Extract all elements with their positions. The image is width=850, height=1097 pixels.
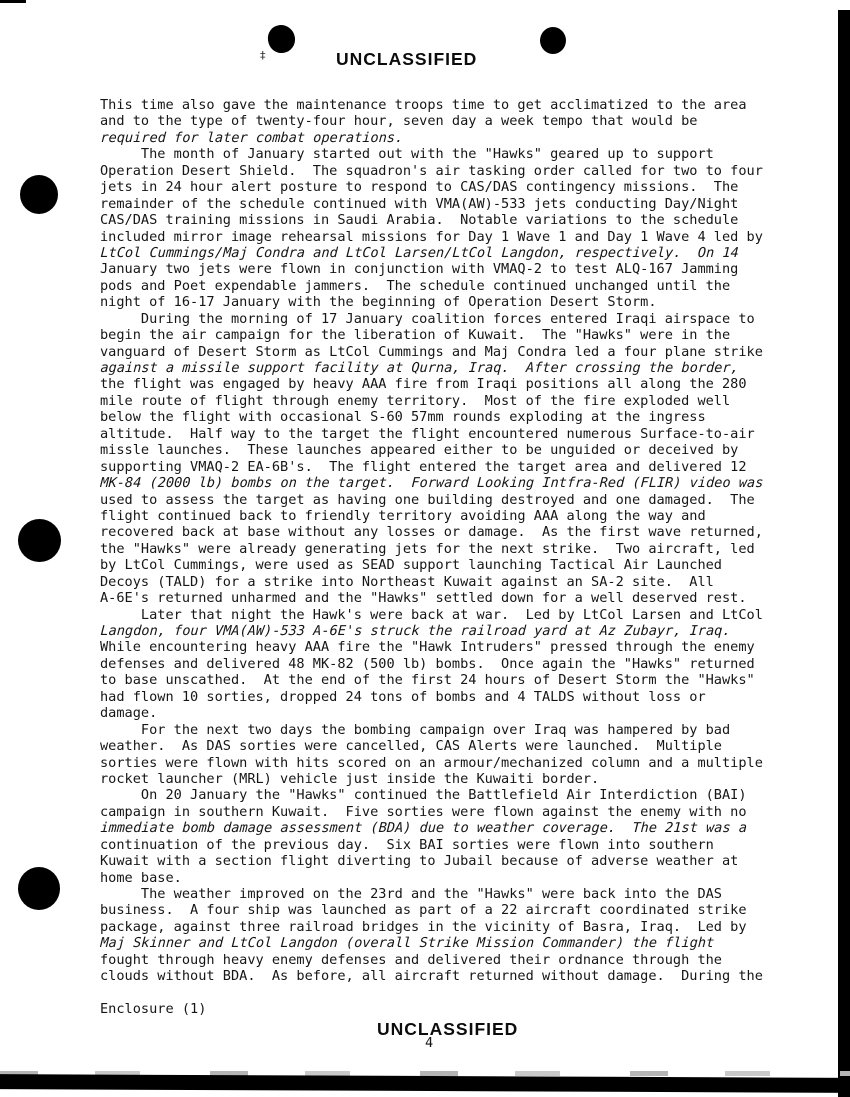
text-line: CAS/DAS training missions in Saudi Arabia. Notable variations to the schedule	[100, 212, 739, 229]
text-line: used to assess the target as having one building destroyed and one damaged. The	[100, 491, 755, 508]
text-line: damage.	[100, 705, 158, 722]
text-line: While encountering heavy AAA fire the "Hawk Intruders" pressed through the enemy	[100, 639, 755, 656]
text-line: continuation of the previous day. Six BAI sorties were flown into southern	[100, 836, 714, 853]
text-line: package, against three railroad bridges in the vicinity of Basra, Iraq. Led by	[100, 918, 747, 935]
text-line: immediate bomb damage assessment (BDA) due to weather coverage. The 21st was a	[100, 820, 748, 837]
text-line: clouds without BDA. As before, all aircraft returned without damage. During the	[100, 968, 763, 985]
text-line: rocket launcher (MRL) vehicle just inside the Kuwaiti border.	[100, 770, 600, 787]
text-line: to base unscathed. At the end of the first 24 hours of Desert Storm the "Hawks"	[100, 672, 755, 689]
text-line: mile route of flight through enemy territory. Most of the fire exploded well	[100, 392, 731, 409]
text-line: begin the air campaign for the liberation of Kuwait. The "Hawks" were in the	[100, 327, 731, 344]
text-line: flight continued back to friendly territory avoiding AAA along the way and	[100, 507, 706, 524]
bottom-scan-bar	[0, 1074, 850, 1093]
text-line: MK-84 (2000 lb) bombs on the target. Forward Looking Intfra-Red (FLIR) video was	[100, 475, 764, 492]
text-line: weather. As DAS sorties were cancelled, CAS Alerts were launched. Multiple	[100, 738, 722, 755]
text-line: required for later combat operations.	[100, 129, 404, 146]
text-line: For the next two days the bombing campaign over Iraq was hampered by bad	[100, 721, 731, 738]
hole-punch-top	[20, 175, 58, 214]
staple-dot-right	[540, 27, 566, 54]
text-line: The weather improved on the 23rd and the "Hawks" were back into the DAS	[100, 886, 722, 902]
text-line: sorties were flown with hits scored on an armour/mechanized column and a multiple	[100, 754, 763, 771]
text-line: supporting VMAQ-2 EA-6B's. The flight entered the target area and delivered 12	[100, 458, 747, 475]
text-line: altitude. Half way to the target the flight encountered numerous Surface-to-air	[100, 425, 755, 442]
text-line: recovered back at base without any losses or damage. As the first wave returned,	[100, 524, 763, 541]
text-line: night of 16-17 January with the beginning of Operation Desert Storm.	[100, 294, 657, 311]
text-line: fought through heavy enemy defenses and delivered their ordnance through the	[100, 951, 722, 968]
text-line: campaign in southern Kuwait. Five sorties were flown against the enemy with no	[100, 803, 747, 820]
text-line: remainder of the schedule continued with VMA(AW)-533 jets conducting Day/Night	[100, 195, 739, 212]
text-line: On 20 January the "Hawks" continued the Battlefield Air Interdiction (BAI)	[100, 787, 747, 804]
page-number: 4	[425, 1035, 434, 1051]
stray-ink-mark: ‡	[260, 49, 266, 62]
text-line: Maj Skinner and LtCol Langdon (overall Strike Mission Commander) the flight	[100, 935, 715, 952]
text-line: by LtCol Cummings, were used as SEAD support launching Tactical Air Launched	[100, 557, 722, 574]
text-line: defenses and delivered 48 MK-82 (500 lb) bombs. Once again the "Hawks" returned	[100, 655, 755, 672]
text-line: LtCol Cummings/Maj Condra and LtCol Larsen/LtCol Langdon, respectively. On 14	[100, 244, 740, 261]
document-body-lines	[100, 97, 800, 985]
text-line: home base.	[100, 869, 182, 886]
text-line: included mirror image rehearsal missions for Day 1 Wave 1 and Day 1 Wave 4 led by	[100, 228, 763, 245]
text-line: Kuwait with a section flight diverting to Jubail because of adverse weather at	[100, 853, 739, 870]
text-line: the "Hawks" were already generating jets for the next strike. Two aircraft, led	[100, 540, 755, 557]
top-edge-scan-mark	[0, 0, 26, 3]
text-line: against a missile support facility at Qurna, Iraq. After crossing the border,	[100, 360, 740, 376]
hole-punch-middle	[18, 519, 61, 562]
text-line: January two jets were flown in conjunction with VMAQ-2 to test ALQ-167 Jamming	[100, 261, 739, 278]
text-line: The month of January started out with the "Hawks" geared up to support	[100, 146, 714, 163]
hole-punch-bottom	[18, 867, 60, 910]
text-line: Decoys (TALD) for a strike into Northeast Kuwait against an SA-2 site. All	[100, 573, 714, 590]
text-line: pods and Poet expendable jammers. The schedule continued unchanged until the	[100, 277, 731, 294]
text-line: had flown 10 sorties, dropped 24 tons of bombs and 4 TALDS without loss or	[100, 688, 706, 705]
enclosure-label: Enclosure (1)	[100, 1001, 207, 1017]
text-line: Operation Desert Shield. The squadron's air tasking order called for two to four	[100, 162, 763, 179]
text-line: vanguard of Desert Storm as LtCol Cummings and Maj Condra led a four plane strike	[100, 343, 763, 360]
text-line: missle launches. These launches appeared either to be unguided or deceived by	[100, 442, 739, 459]
staple-dot-left	[266, 23, 297, 54]
text-line: jets in 24 hour alert posture to respond to CAS/DAS contingency missions. The	[100, 179, 739, 196]
right-binding-bar	[838, 10, 850, 1097]
text-line: business. A four ship was launched as part of a 22 aircraft coordinated strike	[100, 902, 747, 919]
text-line: and to the type of twenty-four hour, seven day a week tempo that would be	[100, 113, 698, 130]
text-line: A-6E's returned unharmed and the "Hawks" settled down for a well deserved rest.	[100, 590, 747, 607]
text-line: Later that night the Hawk's were back at war. Led by LtCol Larsen and LtCol	[100, 606, 763, 623]
classification-banner-header: UNCLASSIFIED	[336, 49, 478, 69]
text-line: During the morning of 17 January coalition forces entered Iraqi airspace to	[100, 310, 755, 327]
text-line: This time also gave the maintenance troops time to get acclimatized to the area	[100, 97, 747, 113]
text-line: below the flight with occasional S-60 57mm rounds exploding at the ingress	[100, 409, 706, 426]
text-line: the flight was engaged by heavy AAA fire from Iraqi positions all along the 280	[100, 376, 747, 393]
text-line: Langdon, four VMA(AW)-533 A-6E's struck the railroad yard at Az Zubayr, Iraq.	[100, 623, 732, 639]
classification-banner-footer: UNCLASSIFIED	[377, 1019, 519, 1039]
